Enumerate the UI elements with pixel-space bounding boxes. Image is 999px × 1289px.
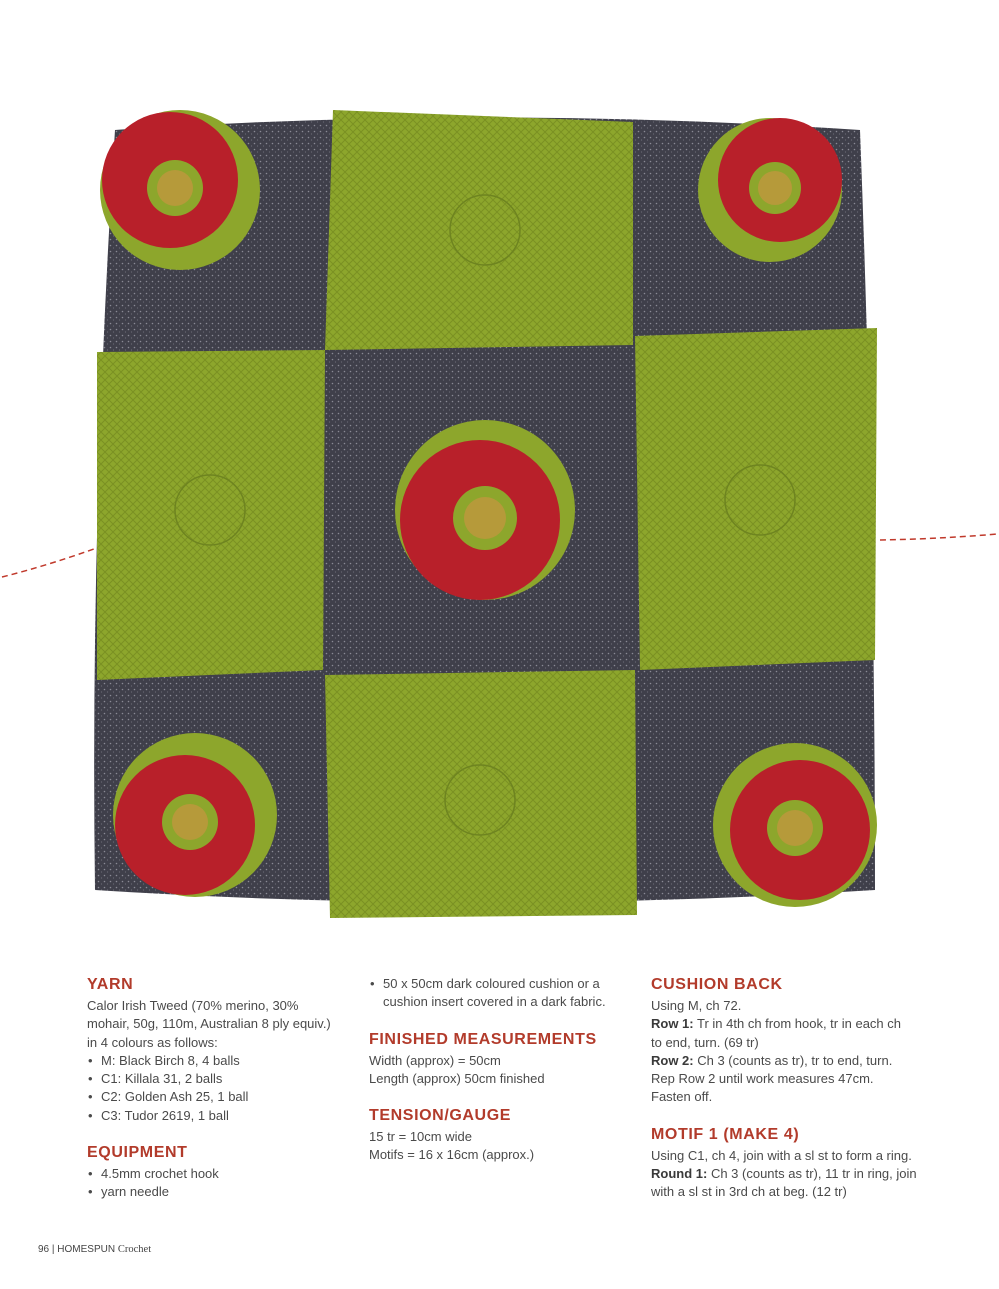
yarn-line-1: Calor Irish Tweed (70% merino, 30% bbox=[87, 998, 299, 1013]
yarn-line-2: mohair, 50g, 110m, Australian 8 ply equiv.) bbox=[87, 1016, 331, 1032]
flower-center bbox=[395, 420, 575, 600]
row-1-line-1 bbox=[651, 1015, 926, 1033]
column-2 bbox=[369, 975, 634, 1165]
crochet-cushion-photo bbox=[85, 100, 885, 930]
round-1-line-1 bbox=[651, 1165, 926, 1183]
finished-measurements-heading: FINISHED MEASUREMENTS bbox=[369, 1030, 597, 1048]
row-1-line-2: to end, turn. (69 tr) bbox=[651, 1034, 759, 1050]
length-text: Length (approx) 50cm finished bbox=[369, 1070, 545, 1086]
row-2-line bbox=[651, 1052, 926, 1070]
equipment-list bbox=[87, 1165, 352, 1202]
list-item: • yarn needle bbox=[87, 1183, 352, 1201]
equipment-list-continued bbox=[369, 975, 634, 1012]
tension-line-2: Motifs = 16 x 16cm (approx.) bbox=[369, 1147, 535, 1163]
list-item: • 4.5mm crochet hook bbox=[87, 1165, 352, 1183]
list-item bbox=[369, 975, 634, 1012]
page-footer bbox=[38, 1244, 151, 1255]
flower-bottom-left bbox=[113, 733, 277, 897]
round-1-text-a: Ch 3 (counts as tr), 11 tr in ring, join bbox=[707, 1166, 917, 1182]
rep-line: Rep Row 2 until work measures 47cm. bbox=[651, 1071, 874, 1087]
cushion-line-2: cushion insert covered in a dark fabric. bbox=[383, 994, 606, 1010]
list-item: • C3: Tudor 2619, 1 ball bbox=[87, 1107, 352, 1125]
publication-name: HOMESPUN bbox=[57, 1244, 116, 1255]
row-2-label: Row 2: bbox=[651, 1052, 694, 1068]
cushion-line-1: 50 x 50cm dark coloured cushion or a bbox=[383, 976, 600, 991]
fasten-line: Fasten off. bbox=[651, 1089, 713, 1105]
row-1-text-a: Tr in 4th ch from hook, tr in each ch bbox=[693, 1016, 901, 1032]
flower-top-left bbox=[100, 110, 260, 270]
cushion-back-heading: CUSHION BACK bbox=[651, 976, 783, 993]
list-item: • C2: Golden Ash 25, 1 ball bbox=[87, 1088, 352, 1106]
round-1-label: Round 1: bbox=[651, 1166, 708, 1182]
list-item: • C1: Killala 31, 2 balls bbox=[87, 1070, 352, 1088]
list-item: • M: Black Birch 8, 4 balls bbox=[87, 1052, 352, 1070]
motif-1-intro: Using C1, ch 4, join with a sl st to form a ring. bbox=[651, 1147, 912, 1163]
section-name: Crochet bbox=[117, 1244, 152, 1255]
flower-top-right bbox=[698, 118, 842, 262]
row-1-label: Row 1: bbox=[651, 1016, 694, 1032]
round-1-line-2: with a sl st in 3rd ch at beg. (12 tr) bbox=[651, 1184, 847, 1200]
tension-line-1: 15 tr = 10cm wide bbox=[369, 1129, 472, 1145]
column-1 bbox=[87, 975, 352, 1202]
yarn-heading: YARN bbox=[87, 976, 134, 993]
yarn-list bbox=[87, 1052, 352, 1125]
width-text: Width (approx) = 50cm bbox=[369, 1052, 501, 1068]
equipment-heading: EQUIPMENT bbox=[87, 1144, 188, 1162]
flower-bottom-right bbox=[713, 743, 877, 907]
motif-1-heading: MOTIF 1 (MAKE 4) bbox=[651, 1125, 800, 1143]
dashed-line-right bbox=[878, 530, 999, 550]
tension-heading: TENSION/GAUGE bbox=[369, 1107, 512, 1125]
cushion-back-intro: Using M, ch 72. bbox=[651, 998, 742, 1013]
yarn-line-3: in 4 colours as follows: bbox=[87, 1034, 218, 1050]
column-3 bbox=[651, 975, 926, 1202]
footer-separator: | bbox=[51, 1244, 55, 1255]
row-2-text: Ch 3 (counts as tr), tr to end, turn. bbox=[693, 1052, 893, 1068]
page-number: 96 bbox=[38, 1244, 50, 1255]
